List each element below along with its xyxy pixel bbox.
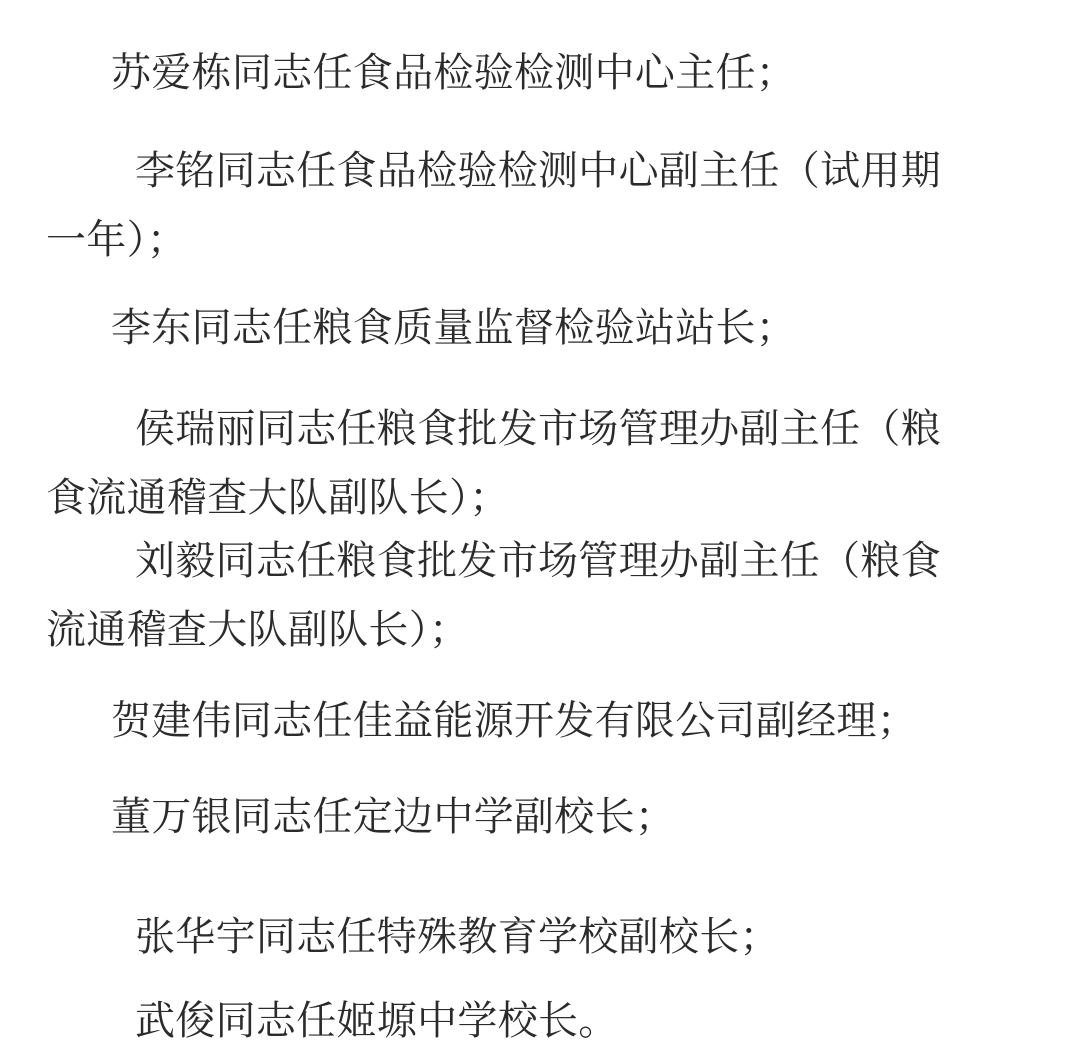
paragraph-line: 一年）； xyxy=(46,217,188,263)
paragraph-line: 流通稽查大队副队长）； xyxy=(46,607,470,653)
appointment-paragraph-6 xyxy=(111,687,917,756)
appointment-paragraph-1 xyxy=(111,39,796,108)
appointment-paragraph-4 xyxy=(46,395,941,533)
appointment-paragraph-9 xyxy=(135,987,619,1056)
paragraph-line: 李铭同志任食品检验检测中心副主任（试用期 xyxy=(135,148,941,194)
appointment-paragraph-5 xyxy=(46,527,941,665)
paragraph-line: 侯瑞丽同志任粮食批发市场管理办副主任（粮 xyxy=(135,406,941,452)
paragraph-line: 贺建伟同志任佳益能源开发有限公司副经理； xyxy=(111,698,917,744)
paragraph-line: 苏爱栋同志任食品检验检测中心主任； xyxy=(111,50,797,96)
paragraph-line: 李东同志任粮食质量监督检验站站长； xyxy=(111,305,797,351)
appointment-paragraph-3 xyxy=(111,294,796,363)
paragraph-line: 刘毅同志任粮食批发市场管理办副主任（粮食 xyxy=(135,538,941,584)
paragraph-line: 董万银同志任定边中学副校长； xyxy=(111,794,676,840)
appointment-paragraph-8 xyxy=(135,903,780,972)
paragraph-line: 张华宇同志任特殊教育学校副校长； xyxy=(135,914,780,960)
appointment-paragraph-2 xyxy=(46,137,941,275)
appointment-paragraph-7 xyxy=(111,783,675,852)
paragraph-line: 食流通稽查大队副队长）； xyxy=(46,475,510,521)
paragraph-line: 武俊同志任姬塬中学校长。 xyxy=(135,998,619,1044)
